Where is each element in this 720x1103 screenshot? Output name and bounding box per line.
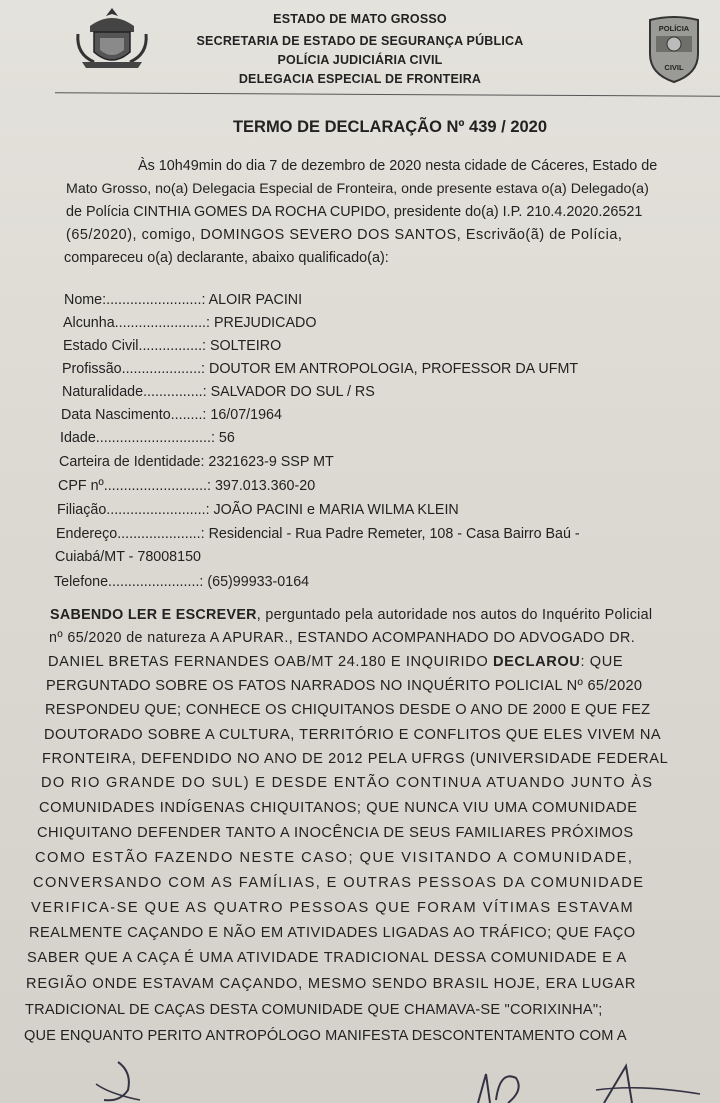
field-filiacao (57, 502, 459, 518)
statement-line-6: DOUTORADO SOBRE A CULTURA, TERRITÓRIO E CONFLITOS QUE ELES VIVEM NA (44, 727, 662, 743)
field-idade (60, 430, 235, 446)
statement-line-1 (50, 607, 652, 623)
intro-line-4: (65/2020), comigo, DOMINGOS SEVERO DOS SANTOS, Escrivão(ã) de Polícia, (66, 227, 623, 243)
header-delegacia: DELEGACIA ESPECIAL DE FRONTEIRA (238, 72, 482, 86)
police-badge-icon (644, 14, 704, 84)
statement-text: DANIEL BRETAS FERNANDES OAB/MT 24.180 E INQUIRIDO (48, 654, 493, 670)
header-divider (55, 92, 720, 96)
field-nome (64, 292, 302, 308)
field-label: Endereço.....................: (56, 526, 205, 542)
field-value: PREJUDICADO (210, 315, 317, 331)
statement-line-11: COMO ESTÃO FAZENDO NESTE CASO; QUE VISITANDO A COMUNIDADE, (35, 850, 634, 866)
field-value: JOÃO PACINI e MARIA WILMA KLEIN (209, 502, 459, 518)
field-label: CPF nº..........................: (58, 478, 211, 494)
field-label: Naturalidade...............: (62, 384, 207, 400)
field-label: Idade.............................: (60, 430, 215, 446)
statement-line-14: REALMENTE CAÇANDO E NÃO EM ATIVIDADES LIGADAS AO TRÁFICO; QUE FAÇO (29, 925, 636, 941)
header-state: ESTADO DE MATO GROSSO (273, 12, 447, 26)
field-value: 16/07/1964 (206, 407, 282, 423)
intro-line-1: Às 10h49min do dia 7 de dezembro de 2020 nesta cidade de Cáceres, Estado de (138, 158, 658, 174)
field-value: Cuiabá/MT - 78008150 (55, 549, 201, 565)
field-label: Estado Civil................: (63, 338, 207, 354)
statement-line-4: PERGUNTADO SOBRE OS FATOS NARRADOS NO INQUÉRITO POLICIAL Nº 65/2020 (46, 678, 643, 694)
seal-text-top: POLÍCIA (658, 24, 690, 33)
field-label: Nome:........................: (64, 292, 206, 308)
statement-line-17: TRADICIONAL DE CAÇAS DESTA COMUNIDADE QUE CHAMAVA-SE "CORIXINHA"; (25, 1002, 603, 1018)
field-value: 397.013.360-20 (211, 478, 316, 494)
handwritten-signatures (0, 1060, 720, 1103)
statement-line-2: nº 65/2020 de natureza A APURAR., ESTANDO ACOMPANHADO DO ADVOGADO DR. (49, 630, 636, 646)
field-profissao (62, 361, 578, 377)
statement-text: , perguntado pela autoridade nos autos do Inquérito Policial (256, 607, 653, 623)
header-police: POLÍCIA JUDICIÁRIA CIVIL (277, 53, 443, 67)
statement-line-18: QUE ENQUANTO PERITO ANTROPÓLOGO MANIFESTA DESCONTENTAMENTO COM A (24, 1028, 627, 1044)
statement-line-8: DO RIO GRANDE DO SUL) E DESDE ENTÃO CONTINUA ATUANDO JUNTO ÀS (41, 775, 654, 791)
field-value: ALOIR PACINI (205, 292, 303, 308)
document-header (0, 0, 720, 100)
statement-line-7: FRONTEIRA, DEFENDIDO NO ANO DE 2012 PELA UFRGS (UNIVERSIDADE FEDERAL (42, 751, 669, 767)
field-value: 56 (214, 430, 235, 446)
field-estado-civil (63, 338, 281, 354)
field-label: Filiação.........................: (57, 502, 210, 518)
field-value: Residencial - Rua Padre Remeter, 108 - Casa Bairro Baú - (204, 526, 580, 542)
statement-line-12: CONVERSANDO COM AS FAMÍLIAS, E OUTRAS PESSOAS DA COMUNIDADE (33, 875, 645, 891)
intro-line-3: de Polícia CINTHIA GOMES DA ROCHA CUPIDO, presidente do(a) I.P. 210.4.2020.26521 (66, 204, 643, 220)
seal-text-bottom: CIVIL (664, 63, 684, 72)
field-label: Alcunha.......................: (63, 315, 210, 331)
field-label: Profissão....................: (62, 361, 206, 377)
intro-line-5: compareceu o(a) declarante, abaixo qualificado(a): (64, 250, 389, 266)
field-telefone (54, 574, 309, 590)
field-value: (65)99933-0164 (203, 574, 310, 590)
field-label: Telefone.......................: (54, 574, 204, 590)
field-value: SALVADOR DO SUL / RS (206, 384, 375, 400)
intro-line-2: Mato Grosso, no(a) Delegacia Especial de Fronteira, onde presente estava o(a) Delegado(a) (66, 181, 649, 197)
statement-line-3 (48, 654, 623, 670)
header-secretariat: SECRETARIA DE ESTADO DE SEGURANÇA PÚBLICA (196, 34, 524, 48)
statement-bold-lead: SABENDO LER E ESCREVER (50, 607, 257, 623)
field-alcunha (63, 315, 316, 331)
field-endereco-cont (55, 549, 201, 565)
statement-line-13: VERIFICA-SE QUE AS QUATRO PESSOAS QUE FORAM VÍTIMAS ESTAVAM (31, 900, 635, 916)
field-carteira-identidade (59, 454, 334, 470)
statement-line-5: RESPONDEU QUE; CONHECE OS CHIQUITANOS DESDE O ANO DE 2000 E QUE FEZ (45, 702, 651, 718)
statement-line-9: COMUNIDADES INDÍGENAS CHIQUITANOS; QUE NUNCA VIU UMA COMUNIDADE (39, 800, 638, 816)
field-value: 2321623-9 SSP MT (204, 454, 334, 470)
field-label: Carteira de Identidade: (59, 454, 205, 470)
document-title: TERMO DE DECLARAÇÃO Nº 439 / 2020 (232, 118, 548, 136)
field-data-nascimento (61, 407, 282, 423)
statement-line-10: CHIQUITANO DEFENDER TANTO A INOCÊNCIA DE SEUS FAMILIARES PRÓXIMOS (37, 825, 634, 841)
field-naturalidade (62, 384, 375, 400)
field-value: DOUTOR EM ANTROPOLOGIA, PROFESSOR DA UFMT (205, 361, 579, 377)
statement-declarou: DECLAROU (492, 654, 581, 670)
field-endereco (56, 526, 580, 542)
field-label: Data Nascimento........: (61, 407, 207, 423)
statement-line-16: REGIÃO ONDE ESTAVAM CAÇANDO, MESMO SENDO BRASIL HOJE, ERA LUGAR (26, 976, 637, 992)
field-value: SOLTEIRO (206, 338, 282, 354)
statement-line-15: SABER QUE A CAÇA É UMA ATIVIDADE TRADICIONAL DESSA COMUNIDADE E A (27, 950, 627, 966)
field-cpf (58, 478, 315, 494)
statement-text: : QUE (580, 654, 624, 670)
